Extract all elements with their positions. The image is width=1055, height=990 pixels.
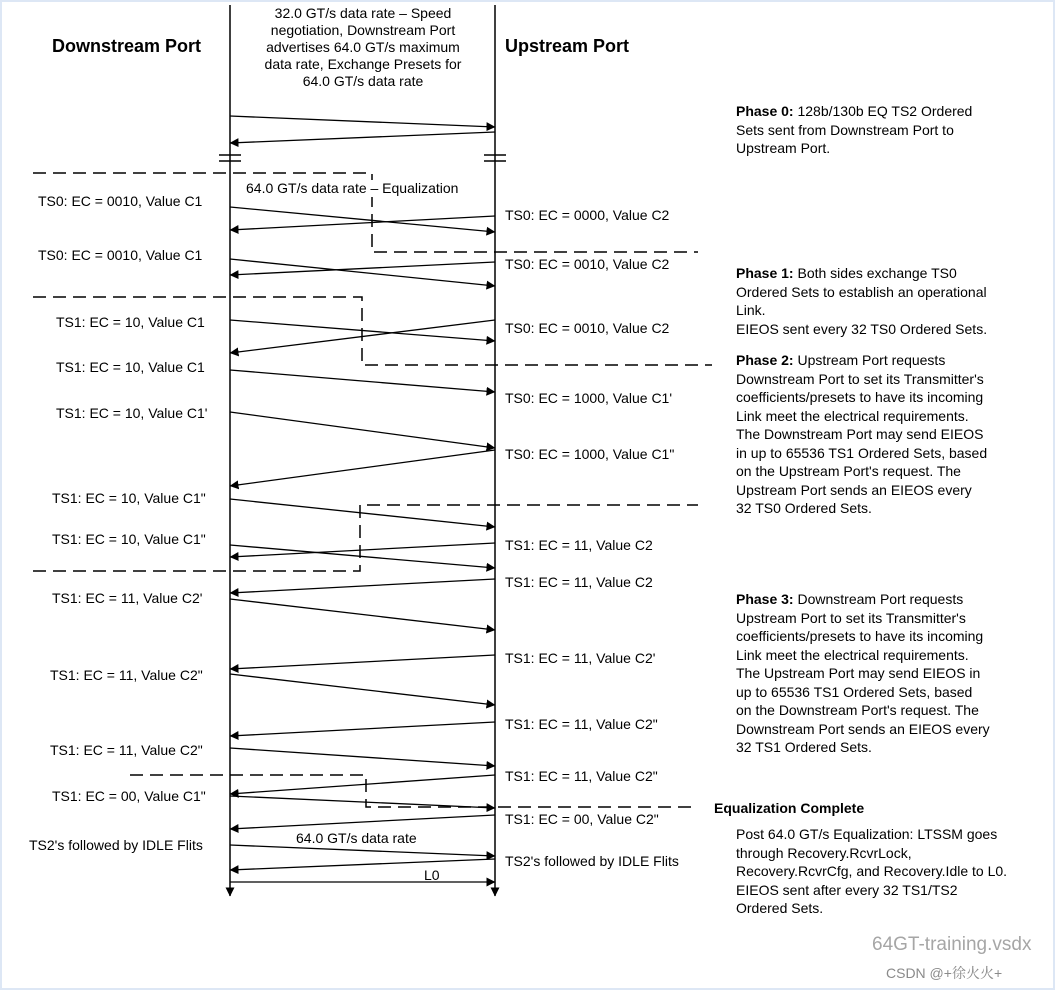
phase-line: Recovery.RcvrCfg, and Recovery.Idle to L0. — [736, 863, 1008, 879]
us-message-label: TS1: EC = 11, Value C2 — [505, 574, 653, 590]
us-message-label: TS0: EC = 0010, Value C2 — [505, 320, 670, 336]
note-line: data rate, Exchange Presets for — [264, 56, 462, 72]
arrow-us-to-ds — [230, 859, 495, 870]
us-message-label: TS1: EC = 11, Value C2 — [505, 537, 653, 553]
phase-line: Downstream Port to set its Transmitter's — [736, 370, 984, 387]
ds-message-label: TS1: EC = 10, Value C1" — [52, 531, 206, 547]
phase-title: Phase 2: — [736, 352, 794, 368]
phase-line: on the Upstream Port's request. The — [736, 463, 961, 479]
phase-line: coefficients/presets to have its incoming — [736, 389, 984, 405]
arrow-ds-to-us — [230, 545, 495, 568]
arrow-us-to-ds — [230, 655, 495, 669]
phase-line: Link meet the electrical requirements. — [736, 407, 969, 424]
phase-line: on the Downstream Port's request. The — [736, 702, 979, 718]
arrow-us-to-ds — [230, 815, 495, 829]
phase-line: EIEOS sent after every 32 TS1/TS2 — [736, 881, 958, 898]
arrow-us-to-ds — [230, 722, 495, 736]
phase-line: Downstream Port sends an EIEOS every — [736, 720, 990, 737]
phase-line: Downstream Port requests — [793, 591, 964, 607]
us-message-label: TS0: EC = 0010, Value C2 — [505, 256, 670, 272]
downstream-port-header: Downstream Port — [52, 36, 202, 56]
us-message-label: TS2's followed by IDLE Flits — [505, 853, 679, 869]
phase-line: Upstream Port. — [736, 140, 831, 156]
phase-title: Phase 0: — [736, 103, 794, 119]
us-message-label: TS1: EC = 11, Value C2" — [505, 768, 658, 784]
arrow-us-to-ds — [230, 132, 495, 143]
arrow-us-to-ds — [230, 543, 495, 557]
phase-line: Link meet the electrical requirements. — [736, 646, 969, 663]
l0-label: L0 — [424, 867, 440, 883]
arrow-ds-to-us — [230, 499, 495, 527]
ds-message-label: TS2's followed by IDLE Flits — [29, 837, 203, 853]
ds-message-label: TS1: EC = 10, Value C1 — [56, 359, 205, 375]
phase-title: Phase 3: — [736, 591, 794, 607]
phase-line: The Upstream Port may send EIEOS in — [736, 665, 981, 681]
equalization-complete-title-box — [714, 799, 864, 818]
arrow-ds-to-us — [230, 748, 495, 766]
ds-message-label: TS0: EC = 0010, Value C1 — [38, 247, 203, 263]
phase-line: Upstream Port to set its Transmitter's — [736, 609, 966, 626]
us-message-label: TS1: EC = 11, Value C2' — [505, 650, 656, 666]
equalization-complete-description — [736, 825, 1007, 918]
phase-line: 128b/130b EQ TS2 Ordered — [793, 103, 973, 119]
phase-line: EIEOS sent every 32 TS0 Ordered Sets. — [736, 320, 988, 337]
phase-title: Equalization Complete — [714, 800, 865, 816]
phase-line: Post 64.0 GT/s Equalization: LTSSM goes — [736, 826, 998, 842]
us-message-label: TS0: EC = 1000, Value C1' — [505, 390, 673, 406]
arrow-ds-to-us — [230, 674, 495, 705]
arrow-us-to-ds — [230, 775, 495, 794]
phase-title: Phase 1: — [736, 265, 794, 281]
upstream-port-header: Upstream Port — [505, 36, 630, 56]
arrow-ds-to-us — [230, 412, 495, 448]
note-line: 64.0 GT/s data rate — [302, 73, 424, 89]
us-message-label: TS1: EC = 11, Value C2" — [505, 716, 658, 732]
phase-line: coefficients/presets to have its incoming — [736, 628, 984, 644]
phase3-description — [736, 590, 990, 757]
arrow-ds-to-us — [230, 370, 495, 392]
phase-line: Upstream Port sends an EIEOS every — [736, 481, 972, 498]
us-message-label: TS0: EC = 1000, Value C1" — [505, 446, 675, 462]
ds-message-label: TS1: EC = 10, Value C1" — [52, 490, 206, 506]
phase-line: Sets sent from Downstream Port to — [736, 121, 954, 138]
phase-line: The Downstream Port may send EIEOS — [736, 426, 984, 442]
data-rate-label: 64.0 GT/s data rate — [296, 830, 417, 846]
arrow-ds-to-us — [230, 796, 495, 808]
note-line: negotiation, Downstream Port — [270, 22, 456, 38]
speed-negotiation-note — [235, 5, 491, 90]
arrow-us-to-ds — [230, 450, 495, 486]
us-message-label: TS1: EC = 00, Value C2" — [505, 811, 659, 827]
phase-line: Link. — [736, 302, 766, 318]
arrow-ds-to-us — [230, 599, 495, 630]
phase-line: Both sides exchange TS0 — [793, 265, 957, 281]
ds-message-label: TS1: EC = 00, Value C1" — [52, 788, 206, 804]
phase-line: Ordered Sets to establish an operational — [736, 283, 987, 300]
phase-line: through Recovery.RcvrLock, — [736, 844, 912, 861]
phase-line: 32 TS0 Ordered Sets. — [736, 500, 872, 516]
note-line: advertises 64.0 GT/s maximum — [266, 39, 460, 55]
phase1-description — [736, 264, 987, 338]
ds-message-label: TS1: EC = 10, Value C1 — [56, 314, 205, 330]
phase-line: Ordered Sets. — [736, 900, 824, 916]
phase-line: up to 65536 TS1 Ordered Sets, based — [736, 683, 973, 700]
ds-message-label: TS1: EC = 11, Value C2' — [52, 590, 203, 606]
ds-message-label: TS1: EC = 10, Value C1' — [56, 405, 208, 421]
note-line: 32.0 GT/s data rate – Speed — [274, 5, 452, 21]
us-message-label: TS0: EC = 0000, Value C2 — [505, 207, 670, 223]
ds-message-label: TS0: EC = 0010, Value C1 — [38, 193, 203, 209]
file-watermark: 64GT-training.vsdx — [872, 934, 1032, 955]
phase-line: Upstream Port requests — [793, 352, 946, 368]
ds-message-label: TS1: EC = 11, Value C2" — [50, 667, 203, 683]
phase0-description — [736, 102, 972, 158]
phase2-description — [736, 351, 987, 518]
ds-message-label: TS1: EC = 11, Value C2" — [50, 742, 203, 758]
phase-line: in up to 65536 TS1 Ordered Sets, based — [736, 444, 988, 461]
phase-line: 32 TS1 Ordered Sets. — [736, 739, 872, 755]
csdn-credit: CSDN @+徐火火+ — [886, 965, 1003, 981]
arrow-us-to-ds — [230, 579, 495, 593]
arrow-ds-to-us — [230, 116, 495, 127]
equalization-label: 64.0 GT/s data rate – Equalization — [246, 180, 459, 196]
